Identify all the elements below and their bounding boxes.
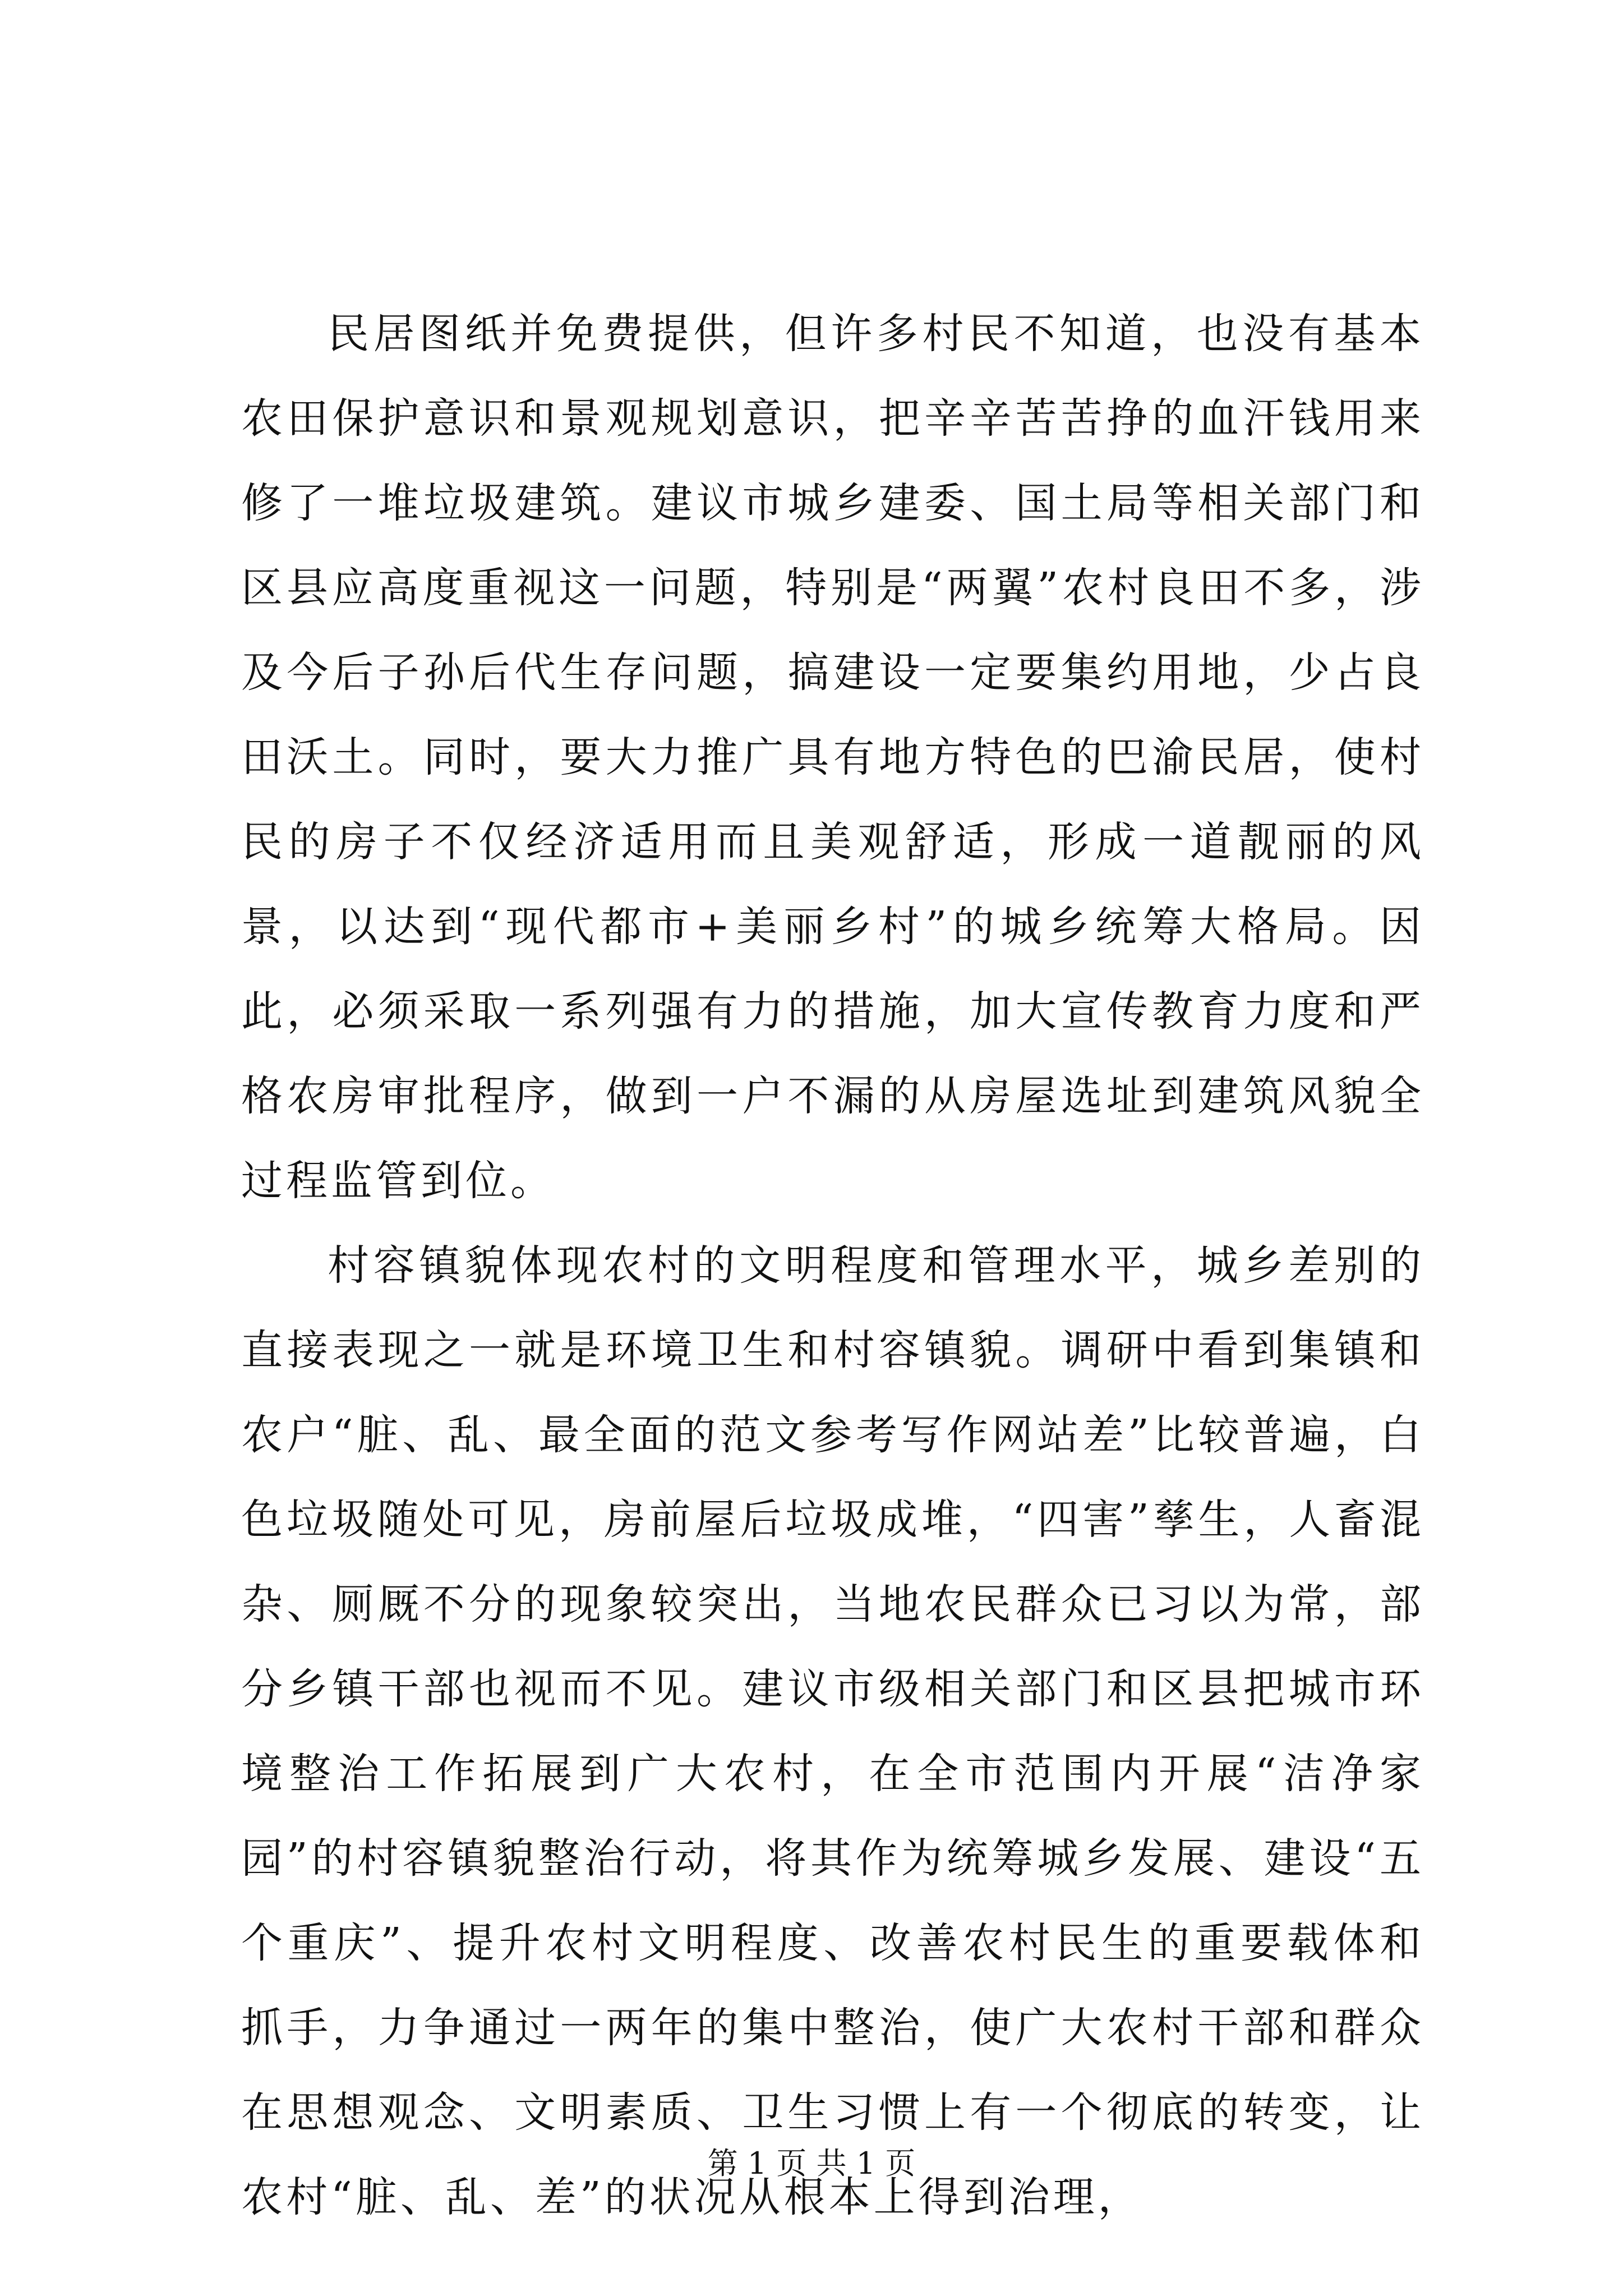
paragraph: 村容镇貌体现农村的文明程度和管理水平，城乡差别的直接表现之一就是环境卫生和村容镇貌。调研中看到集镇和农户“脏、乱、最全面的范文参考写作网站差”比较普遍，白色垃圾随处可见，房前屋后垃圾成堆，“四害”孳生，人畜混杂、厕厩不分的现象较突出，当地农民群众已习以为常，部分乡镇干部也视而不见。建议市级相关部门和区县把城市环境整治工作拓展到广大农村，在全市范围内开展“洁净家园”的村容镇貌整治行动，将其作为统筹城乡发展、建设“五个重庆”、提升农村文明程度、改善农村民生的重要载体和抓手，力争通过一两年的集中整治，使广大农村干部和群众在思想观念、文明素质、卫生习惯上有一个彻底的转变，让农村“脏、乱、差”的状况从根本上得到治理， bbox=[241, 1241, 1424, 2221]
document-body bbox=[241, 292, 1424, 2240]
paragraph: 民居图纸并免费提供，但许多村民不知道，也没有基本农田保护意识和景观规划意识，把辛辛苦苦挣的血汗钱用来修了一堆垃圾建筑。建议市城乡建委、国土局等相关部门和区县应高度重视这一问题，特别是“两翼”农村良田不多，涉及今后子孙后代生存问题，搞建设一定要集约用地，少占良田沃土。同时，要大力推广具有地方特色的巴渝民居，使村民的房子不仅经济适用而且美观舒适，形成一道靓丽的风景，以达到“现代都市+美丽乡村”的城乡统筹大格局。因此，必须采取一系列强有力的措施，加大宣传教育力度和严格农房审批程序，做到一户不漏的从房屋选址到建筑风貌全过程监管到位。 bbox=[241, 310, 1424, 1205]
page-number-footer: 第 1 页 共 1 页 bbox=[707, 2146, 916, 2181]
